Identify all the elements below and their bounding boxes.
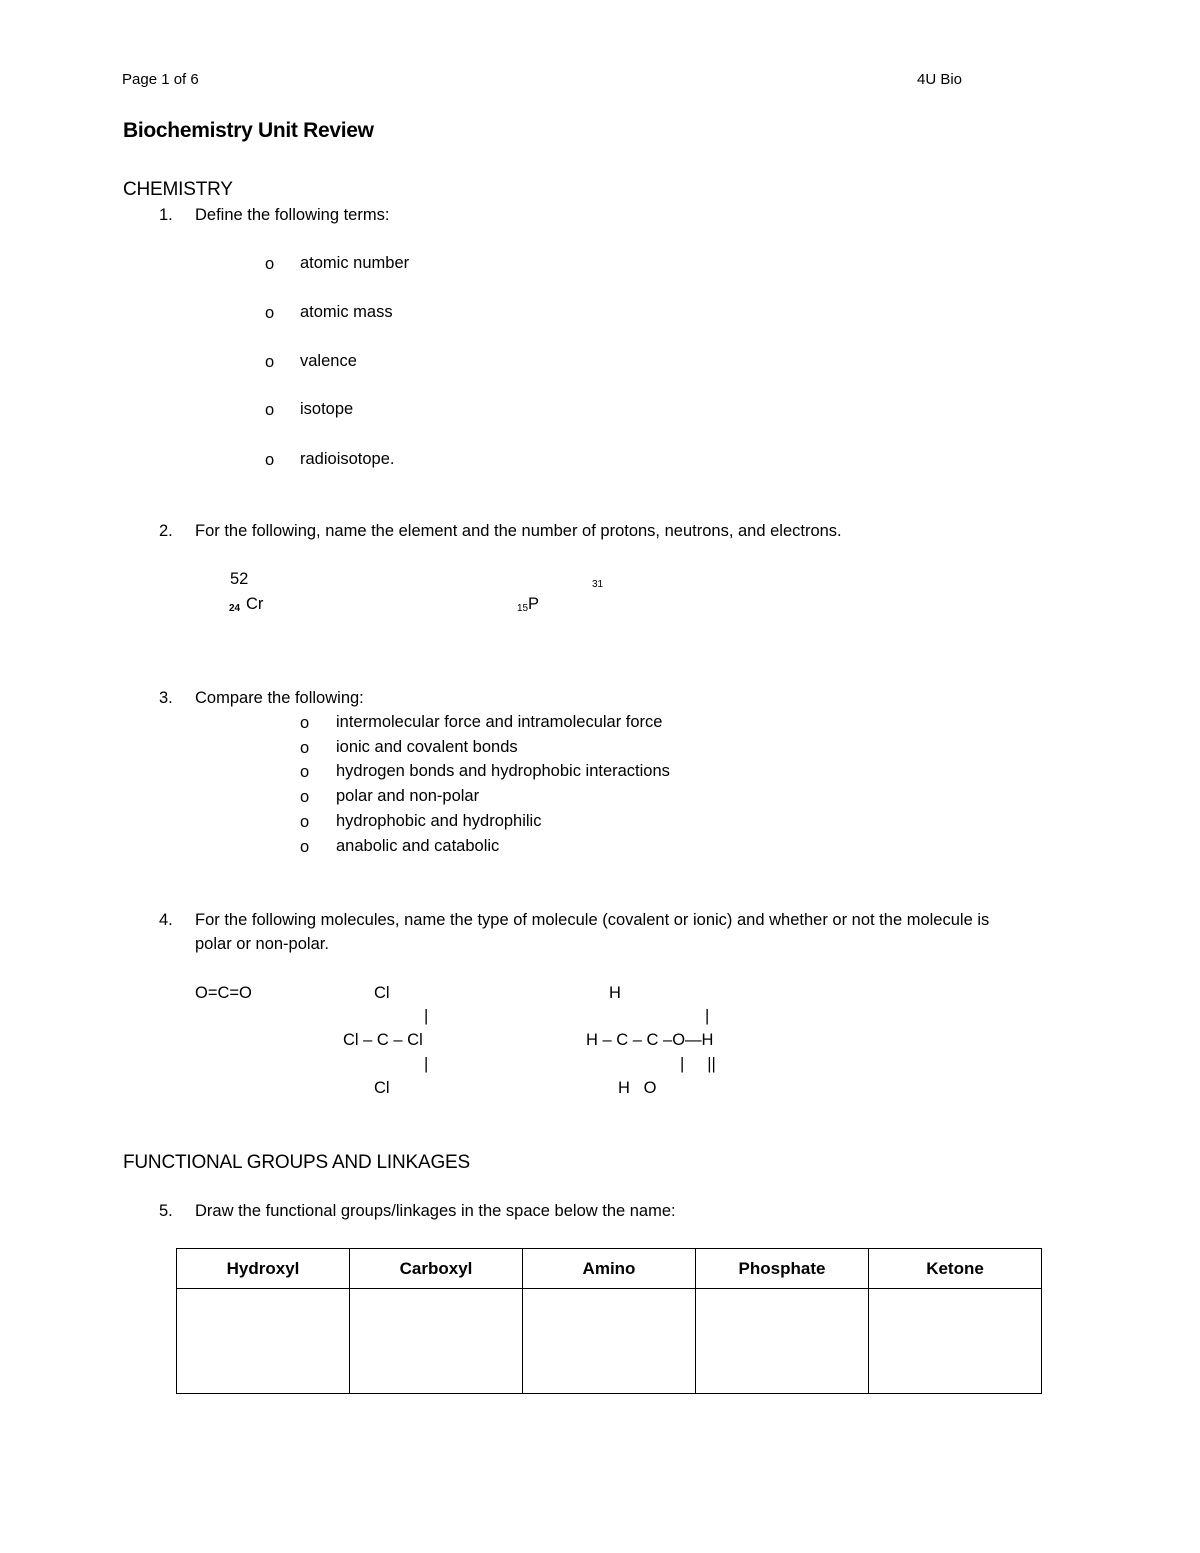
q1-bullet: o [265, 353, 275, 371]
q1-text: Define the following terms: [195, 206, 390, 224]
q4-text-line1: For the following molecules, name the type of molecule (covalent or ionic) and whether or not the molecule is [195, 911, 990, 929]
acid-top-atom: H [609, 984, 621, 1002]
table-header-row [177, 1249, 1042, 1289]
ccl4-bottom-atom: Cl [374, 1079, 390, 1097]
q3-bullet: o [300, 813, 310, 831]
p-atomic-number: 15 [517, 603, 529, 614]
column-header-amino: Amino [523, 1249, 696, 1289]
q4-text-line2: polar or non-polar. [195, 935, 329, 953]
column-header-carboxyl: Carboxyl [350, 1249, 523, 1289]
p-mass-number: 31 [592, 579, 604, 590]
q1-bullet: o [265, 451, 275, 469]
q3-item: intermolecular force and intramolecular force [336, 713, 663, 731]
q3-number: 3. [159, 689, 173, 707]
drawing-cell-hydroxyl [177, 1289, 350, 1394]
column-header-hydroxyl: Hydroxyl [177, 1249, 350, 1289]
q3-bullet: o [300, 714, 310, 732]
acid-middle-row: H – C – C –O—H [586, 1031, 714, 1049]
p-symbol: P [528, 595, 540, 613]
drawing-cell-carboxyl [350, 1289, 523, 1394]
q1-number: 1. [159, 206, 173, 224]
ccl4-top-atom: Cl [374, 984, 390, 1002]
q3-text: Compare the following: [195, 689, 364, 707]
q2-number: 2. [159, 522, 173, 540]
q1-bullet: o [265, 255, 275, 273]
functional-groups-table [176, 1248, 1042, 1394]
q1-bullet: o [265, 401, 275, 419]
cr-mass-number: 52 [230, 570, 249, 588]
q3-item: polar and non-polar [336, 787, 480, 805]
page-number: Page 1 of 6 [122, 71, 199, 88]
q1-item: valence [300, 352, 357, 370]
q3-item: hydrophobic and hydrophilic [336, 812, 542, 830]
document-title: Biochemistry Unit Review [123, 119, 374, 142]
table-row [177, 1289, 1042, 1394]
q3-bullet: o [300, 838, 310, 856]
q3-item: anabolic and catabolic [336, 837, 500, 855]
q3-item: hydrogen bonds and hydrophobic interactions [336, 762, 670, 780]
q3-bullet: o [300, 763, 310, 781]
q5-text: Draw the functional groups/linkages in the space below the name: [195, 1202, 676, 1220]
cr-symbol: Cr [246, 595, 264, 613]
q3-item: ionic and covalent bonds [336, 738, 518, 756]
section-heading-functional-groups: FUNCTIONAL GROUPS AND LINKAGES [123, 1152, 470, 1173]
q3-bullet: o [300, 788, 310, 806]
q1-bullet: o [265, 304, 275, 322]
ccl4-middle-row: Cl – C – Cl [343, 1031, 423, 1049]
section-heading-chemistry: CHEMISTRY [123, 179, 233, 200]
drawing-cell-ketone [869, 1289, 1042, 1394]
molecule-co2: O=C=O [195, 984, 252, 1002]
course-label: 4U Bio [917, 71, 963, 88]
ccl4-bottom-bond: | [424, 1055, 429, 1073]
q1-item: radioisotope. [300, 450, 395, 468]
acid-bottom-atoms: H O [618, 1079, 657, 1097]
q3-bullet: o [300, 739, 310, 757]
q4-number: 4. [159, 911, 173, 929]
cr-atomic-number: 24 [229, 603, 241, 614]
column-header-ketone: Ketone [869, 1249, 1042, 1289]
column-header-phosphate: Phosphate [696, 1249, 869, 1289]
ccl4-top-bond: | [424, 1007, 429, 1025]
q1-item: isotope [300, 400, 354, 418]
q1-item: atomic number [300, 254, 410, 272]
acid-bottom-bonds: | || [680, 1055, 716, 1073]
q1-item: atomic mass [300, 303, 393, 321]
acid-top-bond: | [705, 1007, 710, 1025]
q2-text: For the following, name the element and the number of protons, neutrons, and electrons. [195, 522, 842, 540]
drawing-cell-phosphate [696, 1289, 869, 1394]
drawing-cell-amino [523, 1289, 696, 1394]
q5-number: 5. [159, 1202, 173, 1220]
